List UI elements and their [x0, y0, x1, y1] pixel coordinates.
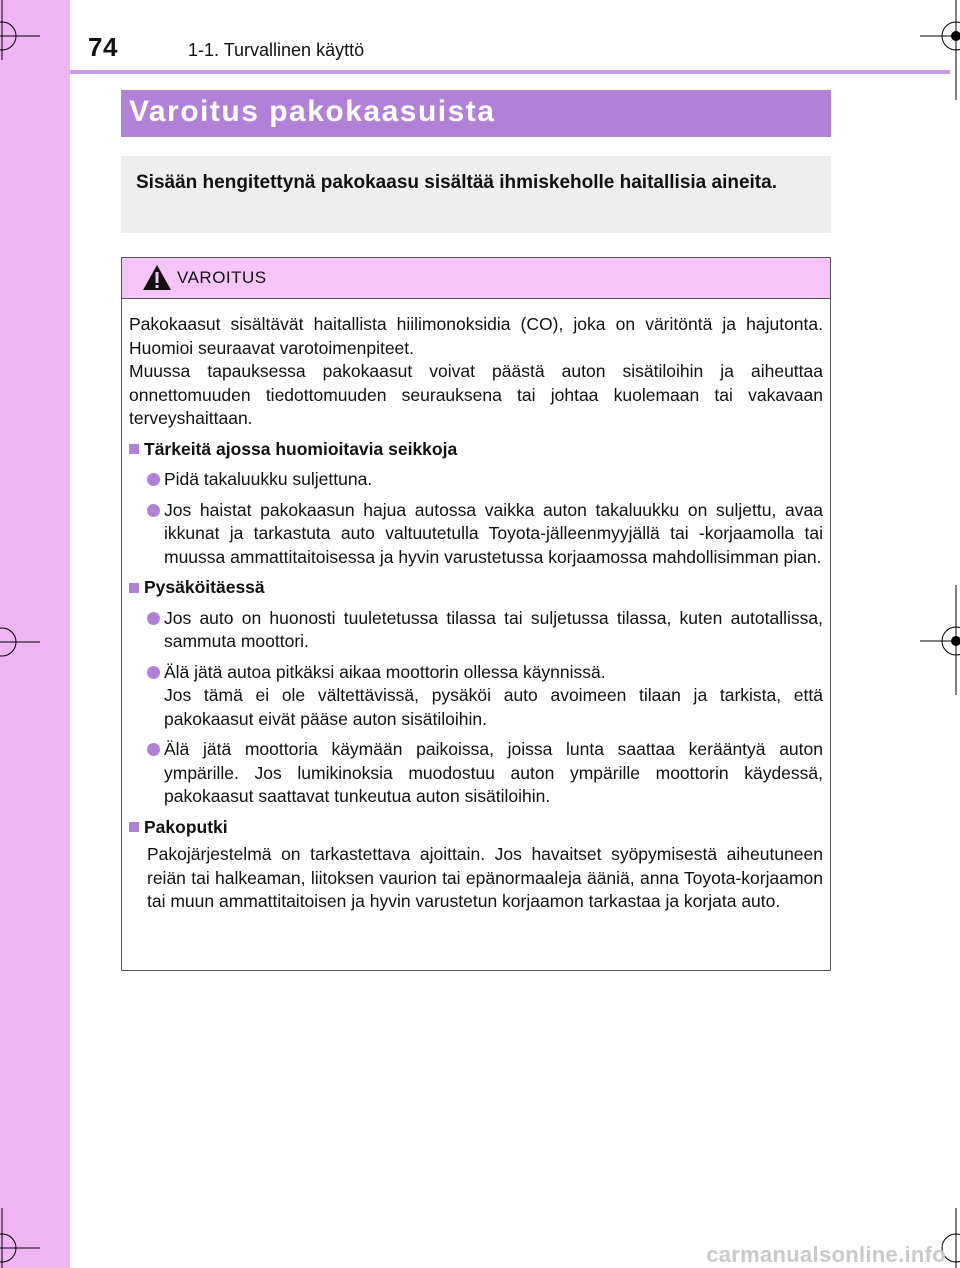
- page-number: 74: [88, 32, 118, 62]
- list-item: Jos auto on huonosti tuuletetussa tilassa tai suljetussa tilassa, kuten autotallissa, sammuta moottori.: [129, 607, 823, 654]
- exhaust-pipe-text: Pakojärjestelmä on tarkastettava ajoittain. Jos havaitset syöpymisestä aiheutuneen reiän tai halkeaman, liitoksen vaurion tai epänormaaleja ääniä, anna Toyota-korjaamon tai muun ammattitaitoisen ja hyvin varustetun korjaamon tarkastaa ja korjata auto.: [147, 844, 823, 911]
- round-bullet-icon: [147, 666, 160, 679]
- list-item: Älä jätä moottoria käymään paikoissa, joissa lunta saattaa kerääntyä auton ympärille. Jos lumikinoksia muodostuu auton ympärille moottorin käydessä, pakokaasut saattavat tunkeutua auton sisätiloihin.: [129, 738, 823, 809]
- square-bullet-icon: [129, 822, 139, 832]
- intro-box: [121, 156, 831, 233]
- section-title: Varoitus pakokaasuista: [121, 90, 831, 137]
- watermark: carmanualsonline.info: [706, 1242, 946, 1267]
- list-item: Jos haistat pakokaasun hajua autossa vaikka auton takaluukku on suljettu, avaa ikkunat ja tarkastuta auto valtuutetulla Toyota-jälleenmyyjällä tai -korjaamolla tai muussa ammattitaitoisessa ja hyvin varustetussa korjaamossa mahdollisimman pian.: [129, 499, 823, 570]
- heading-exhaust-pipe: [129, 816, 823, 840]
- list-item-continuation: Jos tämä ei ole vältettävissä, pysäköi auto avoimeen tilaan ja tarkista, että pakokaasut eivät pääse auton sisätiloihin.: [164, 685, 823, 729]
- round-bullet-icon: [147, 743, 160, 756]
- crop-mark-left-middle-icon: [0, 590, 40, 700]
- crop-mark-bottom-left-icon: [0, 1208, 40, 1268]
- warning-header: [122, 258, 830, 299]
- header-rule: [70, 70, 950, 74]
- square-bullet-icon: [129, 444, 139, 454]
- heading-exhaust-pipe-text: Pakoputki: [144, 816, 228, 837]
- warning-body: [122, 299, 830, 914]
- warning-box: [121, 257, 831, 971]
- crop-mark-top-left-icon: [0, 0, 40, 60]
- crop-mark-top-right-icon: [900, 0, 960, 110]
- intro-text: Sisään hengitettynä pakokaasu sisältää ihmiskeholle haitallisia aineita.: [136, 172, 777, 193]
- crop-mark-right-middle-icon: [900, 585, 960, 695]
- heading-driving-text: Tärkeitä ajossa huomioitavia seikkoja: [144, 438, 458, 459]
- heading-parking: [129, 576, 823, 600]
- list-item: Älä jätä autoa pitkäksi aikaa moottorin ollessa käynnissä. Jos tämä ei ole vältettävissä, pysäköi auto avoimeen tilaan ja tarkista, että pakokaasut eivät pääse auton sisätiloihin.: [129, 661, 823, 732]
- round-bullet-icon: [147, 612, 160, 625]
- list-item: Pidä takaluukku suljettuna.: [129, 468, 823, 492]
- heading-driving: [129, 438, 823, 462]
- round-bullet-icon: [147, 473, 160, 486]
- warning-triangle-icon: [142, 264, 172, 291]
- heading-parking-text: Pysäköitäessä: [144, 577, 265, 597]
- chapter-title: 1-1. Turvallinen käyttö: [188, 40, 365, 60]
- square-bullet-icon: [129, 583, 139, 593]
- warning-intro-paragraph-1: Pakokaasut sisältävät haitallista hiilimonoksidia (CO), joka on väritöntä ja hajutonta. Huomioi seuraavat varotoimenpiteet.: [129, 314, 823, 358]
- warning-title: VAROITUS: [177, 268, 267, 287]
- round-bullet-icon: [147, 504, 160, 517]
- warning-intro-paragraph-2: Muussa tapauksessa pakokaasut voivat päästä auton sisätiloihin ja aiheuttaa onnettomuuden tiedottomuuden seurauksena tai johtaa kuolemaan tai vakavaan terveyshaittaan.: [129, 361, 823, 428]
